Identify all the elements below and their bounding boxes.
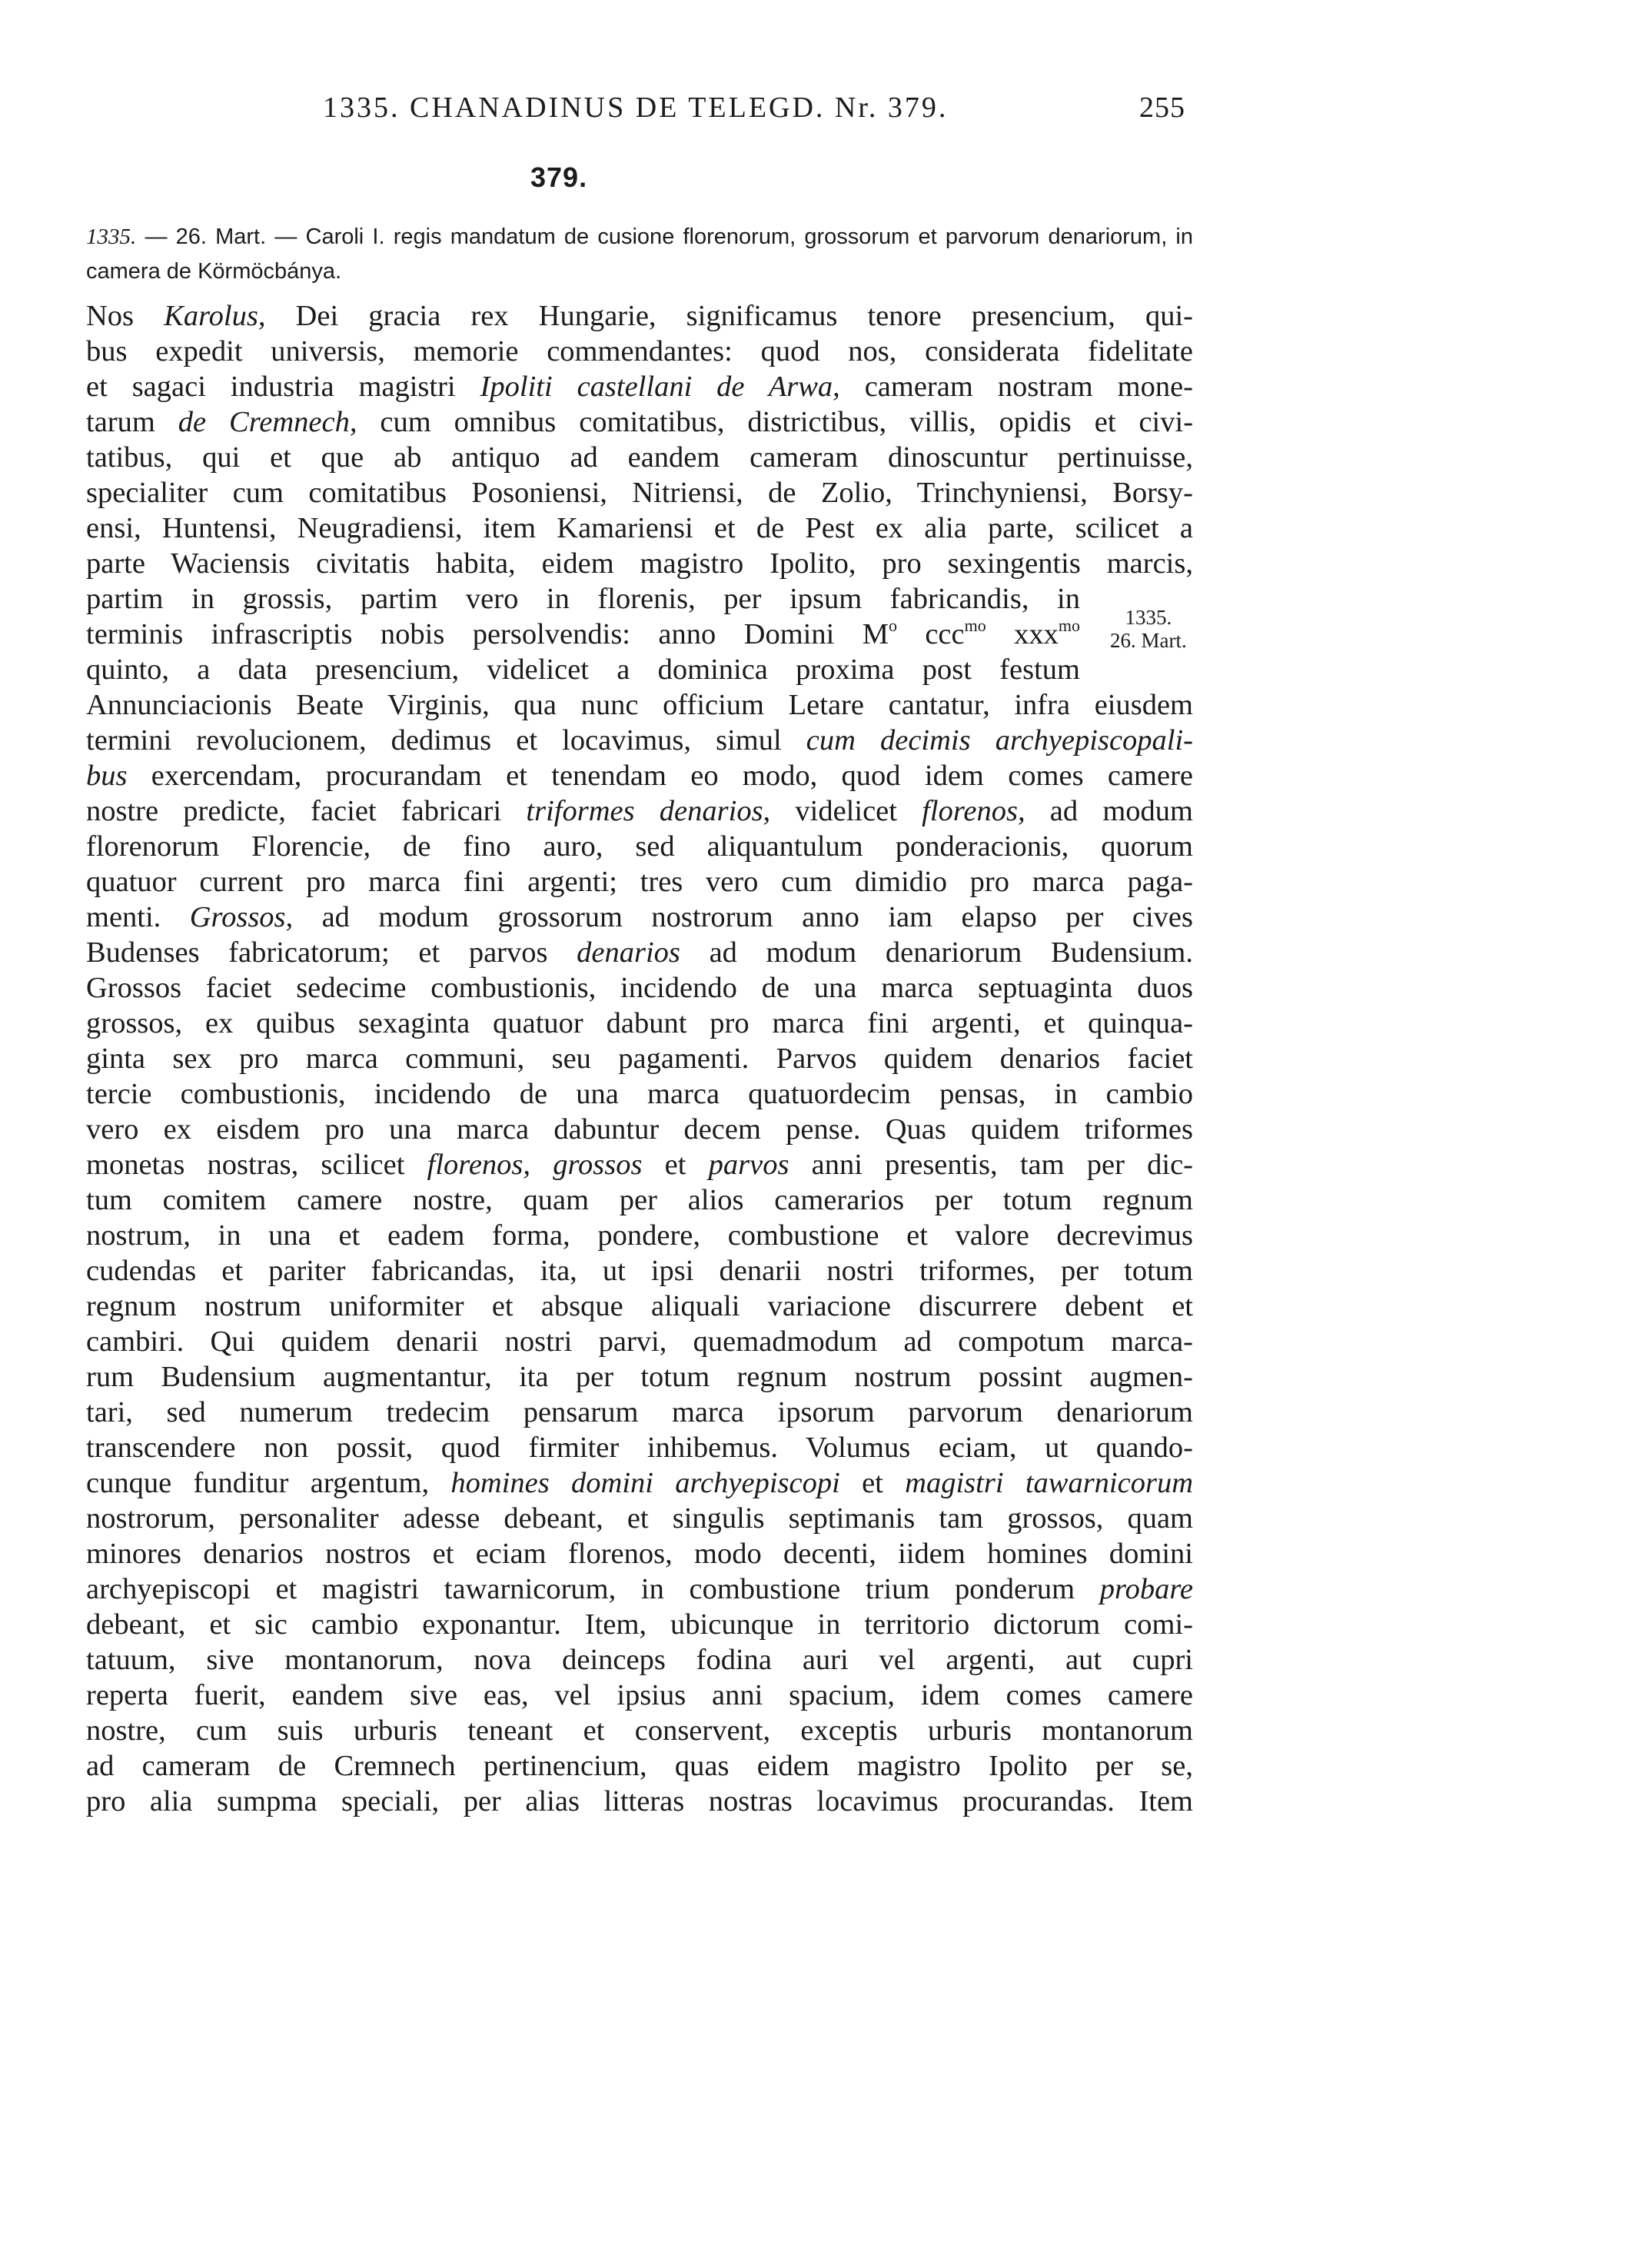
- body-line: partim in grossis, partim vero in florenis, per ipsum fabricandis, in: [86, 583, 1080, 615]
- document-body: [86, 298, 1193, 1819]
- body-line: transcendere non possit, quod firmiter inhibemus. Volumus eciam, ut quando-: [86, 1432, 1193, 1464]
- document-number: 379.: [530, 161, 588, 193]
- body-line: ad cameram de Cremnech pertinencium, quas eidem magistro Ipolito per se,: [86, 1750, 1193, 1782]
- body-line: nostrorum, personaliter adesse debeant, et singulis septimanis tam grossos, quam: [86, 1502, 1193, 1535]
- body-line: cudendas et pariter fabricandas, ita, ut ipsi denarii nostri triformes, per totum: [86, 1255, 1193, 1287]
- body-line: minores denarios nostros et eciam florenos, modo decenti, iidem homines domini: [86, 1538, 1193, 1570]
- body-line: Grossos faciet sedecime combustionis, incidendo de una marca septuaginta duos: [86, 972, 1193, 1004]
- body-line: ensi, Huntensi, Neugradiensi, item Kamariensi et de Pest ex alia parte, scilicet a: [86, 512, 1193, 544]
- regest-text: — 26. Mart. — Caroli I. regis mandatum de cusione florenorum, grossorum et parvorum denariorum, in camera de Körmöcbánya.: [86, 224, 1194, 284]
- body-line: Annunciacionis Beate Virginis, qua nunc officium Letare cantatur, infra eiusdem: [86, 689, 1193, 721]
- body-line: tatibus, qui et que ab antiquo ad eandem cameram dinoscuntur pertinuisse,: [86, 441, 1193, 474]
- margin-note-year: 1335.: [1125, 606, 1172, 629]
- running-head: [323, 91, 1199, 125]
- body-line: nostre predicte, faciet fabricari triformes denarios, videlicet florenos, ad modum: [86, 795, 1193, 827]
- body-line: quatuor current pro marca fini argenti; tres vero cum dimidio pro marca paga-: [86, 866, 1193, 898]
- body-line: florenorum Florencie, de fino auro, sed aliquantulum ponderacionis, quorum: [86, 830, 1193, 863]
- body-line: Budenses fabricatorum; et parvos denarios ad modum denariorum Budensium.: [86, 936, 1193, 969]
- body-line: specialiter cum comitatibus Posoniensi, Nitriensi, de Zolio, Trinchyniensi, Borsy-: [86, 477, 1193, 509]
- body-line: parte Waciensis civitatis habita, eidem magistro Ipolito, pro sexingentis marcis,: [86, 547, 1193, 580]
- body-line: nostre, cum suis urburis teneant et conservent, exceptis urburis montanorum: [86, 1714, 1193, 1747]
- body-line: quinto, a data presencium, videlicet a dominica proxima post festum: [86, 653, 1080, 686]
- body-line: debeant, et sic cambio exponantur. Item, ubicunque in territorio dictorum comi-: [86, 1608, 1193, 1641]
- body-line: pro alia sumpma speciali, per alias litteras nostras locavimus procurandas. Item: [86, 1785, 1193, 1817]
- body-line: cunque funditur argentum, homines domini archyepiscopi et magistri tawarnicorum: [86, 1467, 1193, 1499]
- regest-date: 1335.: [86, 224, 137, 249]
- body-line: monetas nostras, scilicet florenos, grossos et parvos anni presentis, tam per dic-: [86, 1149, 1193, 1181]
- body-line: bus exercendam, procurandam et tenendam eo modo, quod idem comes camere: [86, 760, 1193, 792]
- body-line: termini revolucionem, dedimus et locavimus, simul cum decimis archyepiscopali-: [86, 724, 1193, 757]
- running-head-title: 1335. CHANADINUS DE TELEGD. Nr. 379.: [323, 91, 949, 124]
- body-line: bus expedit universis, memorie commendantes: quod nos, considerata fidelitate: [86, 335, 1193, 367]
- body-line: tarum de Cremnech, cum omnibus comitatibus, districtibus, villis, opidis et civi-: [86, 406, 1193, 438]
- body-line: tari, sed numerum tredecim pensarum marca ipsorum parvorum denariorum: [86, 1396, 1193, 1428]
- body-line: rum Budensium augmentantur, ita per totum regnum nostrum possint augmen-: [86, 1361, 1193, 1393]
- margin-note-date: 26. Mart.: [1110, 629, 1187, 652]
- body-line: nostrum, in una et eadem forma, pondere, combustione et valore decrevimus: [86, 1219, 1193, 1252]
- body-line: tum comitem camere nostre, quam per alios camerarios per totum regnum: [86, 1184, 1193, 1216]
- body-line: ginta sex pro marca communi, seu pagamenti. Parvos quidem denarios faciet: [86, 1043, 1193, 1075]
- body-line: grossos, ex quibus sexaginta quatuor dabunt pro marca fini argenti, et quinqua-: [86, 1007, 1193, 1039]
- body-line: regnum nostrum uniformiter et absque aliquali variacione discurrere debent et: [86, 1290, 1193, 1322]
- body-line: vero ex eisdem pro una marca dabuntur decem pense. Quas quidem triformes: [86, 1113, 1193, 1146]
- body-line: tercie combustionis, incidendo de una marca quatuordecim pensas, in cambio: [86, 1078, 1193, 1110]
- body-line: terminis infrascriptis nobis persolvendis: anno Domini $M^o$ ccc$^{mo}$ xxx$^{mo}$: [86, 617, 1080, 650]
- page-number: 255: [1139, 91, 1185, 124]
- body-line: reperta fuerit, eandem sive eas, vel ipsius anni spacium, idem comes camere: [86, 1679, 1193, 1711]
- body-line: et sagaci industria magistri Ipoliti castellani de Arwa, cameram nostram mone-: [86, 371, 1193, 403]
- regest-summary: [86, 220, 1193, 289]
- body-line: tatuum, sive montanorum, nova deinceps fodina auri vel argenti, aut cupri: [86, 1644, 1193, 1676]
- body-line: menti. Grossos, ad modum grossorum nostrorum anno iam elapso per cives: [86, 901, 1193, 933]
- body-line: Nos Karolus, Dei gracia rex Hungarie, significamus tenore presencium, qui-: [86, 300, 1193, 332]
- body-line: cambiri. Qui quidem denarii nostri parvi, quemadmodum ad compotum marca-: [86, 1325, 1193, 1358]
- body-line: archyepiscopi et magistri tawarnicorum, in combustione trium ponderum probare: [86, 1573, 1193, 1605]
